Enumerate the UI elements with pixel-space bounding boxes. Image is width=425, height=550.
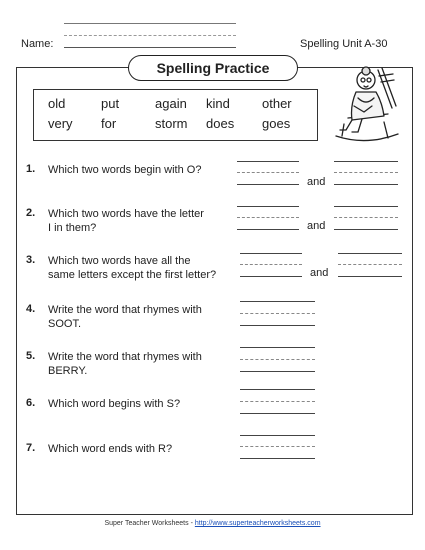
question-text: Which word ends with R? <box>48 443 173 455</box>
word-bank-word: put <box>101 96 120 111</box>
word-bank-word: goes <box>262 116 291 131</box>
question-text: I in them? <box>48 222 97 234</box>
answer-line[interactable] <box>240 276 302 277</box>
name-guide-mid <box>64 35 236 36</box>
name-field[interactable] <box>64 47 236 48</box>
and-label: and <box>307 176 326 188</box>
word-bank-word: for <box>101 116 117 131</box>
question-number: 3. <box>26 254 36 266</box>
question-text: Which two words begin with O? <box>48 164 202 176</box>
answer-line[interactable] <box>334 229 398 230</box>
answer-line[interactable] <box>334 184 398 185</box>
question-text: Write the word that rhymes with <box>48 304 202 316</box>
question-text: Write the word that rhymes with <box>48 351 202 363</box>
word-bank-word: very <box>48 116 73 131</box>
answer-line[interactable] <box>240 413 315 414</box>
question-text: Which word begins with S? <box>48 398 181 410</box>
page-title: Spelling Practice <box>128 55 298 81</box>
word-bank-word: storm <box>155 116 188 131</box>
answer-line[interactable] <box>237 229 299 230</box>
footer <box>0 520 425 527</box>
name-guide-top <box>64 23 236 24</box>
word-bank <box>33 89 318 141</box>
answer-line[interactable] <box>338 276 402 277</box>
word-bank-word: does <box>206 116 235 131</box>
question-text: Which two words have the letter <box>48 208 204 220</box>
question-text: BERRY. <box>48 365 88 377</box>
question-text: SOOT. <box>48 318 82 330</box>
question-number: 5. <box>26 350 36 362</box>
unit-label: Spelling Unit A-30 <box>300 38 388 50</box>
answer-line[interactable] <box>237 184 299 185</box>
question-number: 1. <box>26 163 36 175</box>
answer-line[interactable] <box>240 458 315 459</box>
question-number: 7. <box>26 442 36 454</box>
word-bank-word: old <box>48 96 66 111</box>
footer-text: Super Teacher Worksheets - <box>104 520 195 527</box>
question-text: Which two words have all the <box>48 255 191 267</box>
word-bank-word: other <box>262 96 292 111</box>
grandma-rocking-chair-icon <box>328 62 402 148</box>
answer-line[interactable] <box>240 325 315 326</box>
question-number: 4. <box>26 303 36 315</box>
question-number: 6. <box>26 397 36 409</box>
and-label: and <box>310 267 329 279</box>
answer-line[interactable] <box>240 371 315 372</box>
footer-link[interactable]: http://www.superteacherworksheets.com <box>194 520 321 527</box>
word-bank-word: kind <box>206 96 230 111</box>
question-number: 2. <box>26 207 36 219</box>
name-label: Name: <box>21 38 54 50</box>
and-label: and <box>307 220 326 232</box>
question-text: same letters except the first letter? <box>48 269 217 281</box>
word-bank-word: again <box>155 96 187 111</box>
